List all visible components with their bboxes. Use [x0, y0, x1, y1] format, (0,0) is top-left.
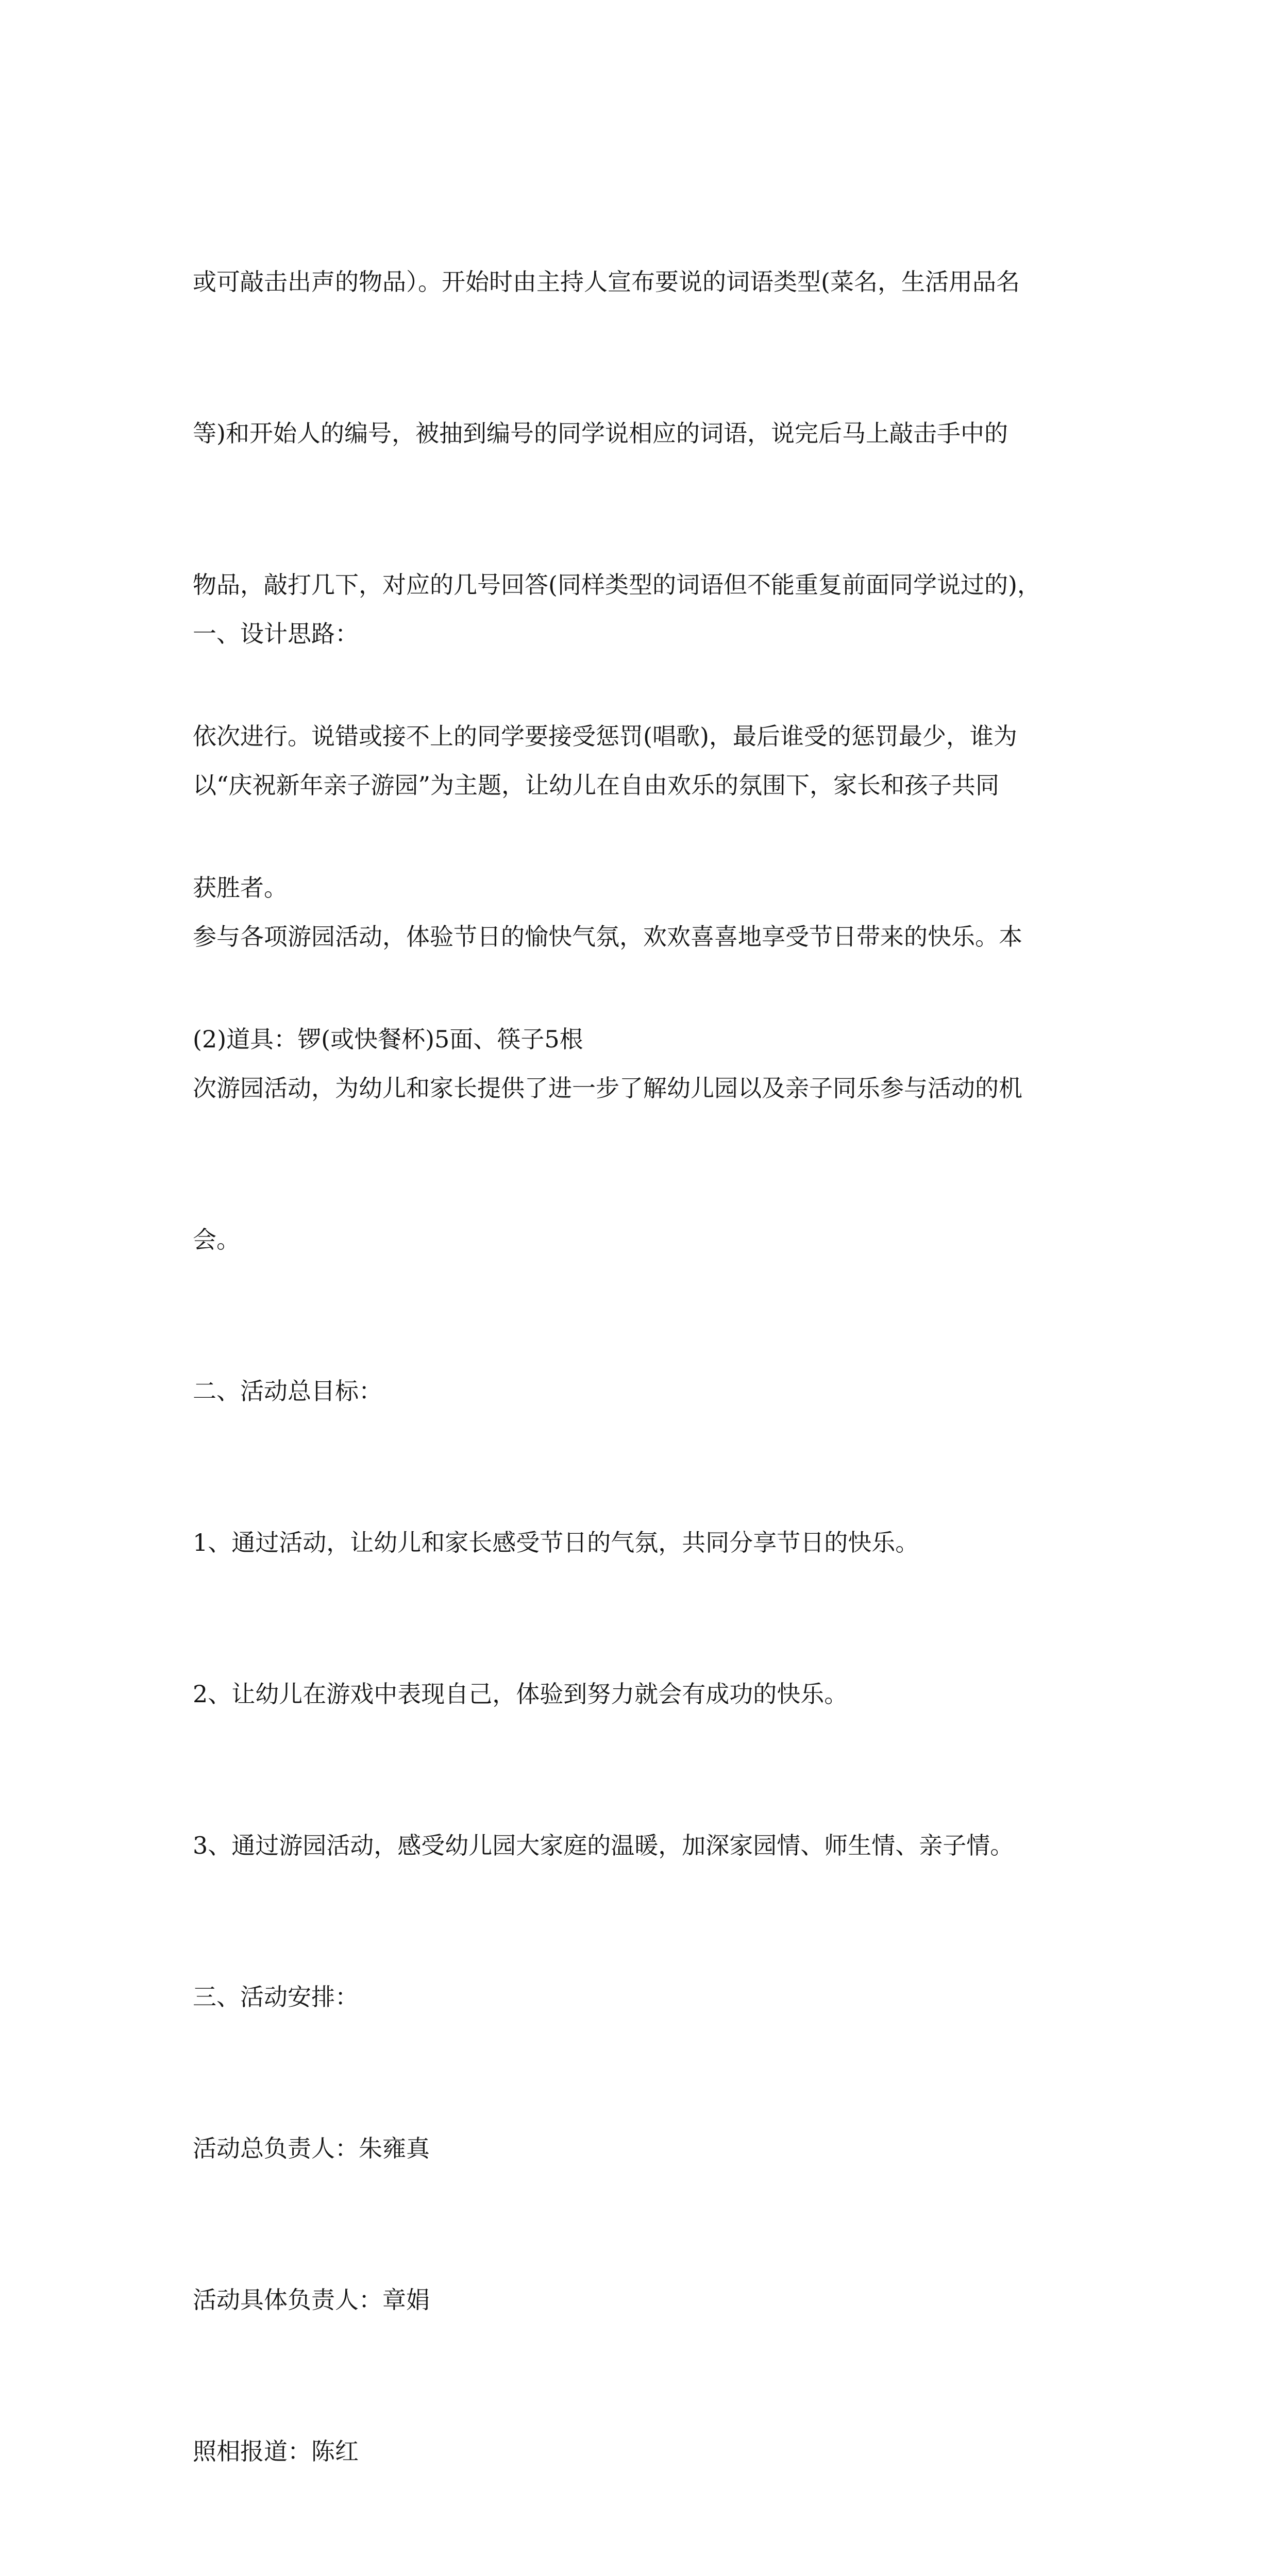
arrangement-item: 活动总负责人：朱雍真 — [193, 2134, 430, 2162]
goal-item: 1、通过活动，让幼儿和家长感受节日的气氛，共同分享节日的快乐。 — [193, 1529, 919, 1556]
props-line: (2)道具：锣(或快餐杯)5面、筷子5根 — [193, 1025, 583, 1053]
text-line: 以“庆祝新年亲子游园”为主题，让幼儿在自由欢乐的氛围下，家长和孩子共同 — [193, 771, 1000, 799]
arrangement-item: 照相报道：陈红 — [193, 2437, 359, 2465]
goal-item: 3、通过游园活动，感受幼儿园大家庭的温暖，加深家园情、师生情、亲子情。 — [193, 1832, 1014, 1859]
text-line: 获胜者。 — [193, 874, 288, 902]
text-line: 或可敲击出声的物品）。开始时由主持人宣布要说的词语类型(菜名，生活用品名 — [193, 268, 1020, 296]
arrangement-item: 活动具体负责人：章娟 — [193, 2286, 430, 2314]
section-heading-design: 一、设计思路： — [193, 620, 359, 648]
text-line: 物品，敲打几下，对应的几号回答(同样类型的词语但不能重复前面同学说过的)， — [193, 571, 1041, 599]
goal-item: 2、让幼儿在游戏中表现自己，体验到努力就会有成功的快乐。 — [193, 1680, 848, 1708]
text-line: 参与各项游园活动，体验节日的愉快气氛，欢欢喜喜地享受节日带来的快乐。本 — [193, 923, 1022, 951]
text-line: 等)和开始人的编号，被抽到编号的同学说相应的词语，说完后马上敲击手中的 — [193, 419, 1008, 447]
text-line: 依次进行。说错或接不上的同学要接受惩罚(唱歌)，最后谁受的惩罚最少，谁为 — [193, 722, 1017, 750]
text-line: 会。 — [193, 1226, 240, 1253]
text-line: 次游园活动，为幼儿和家长提供了进一步了解幼儿园以及亲子同乐参与活动的机 — [193, 1074, 1022, 1102]
section-heading-arrangement: 三、活动安排： — [193, 1983, 359, 2011]
section-heading-goals: 二、活动总目标： — [193, 1377, 382, 1405]
activity-plan-text — [193, 507, 1089, 2576]
